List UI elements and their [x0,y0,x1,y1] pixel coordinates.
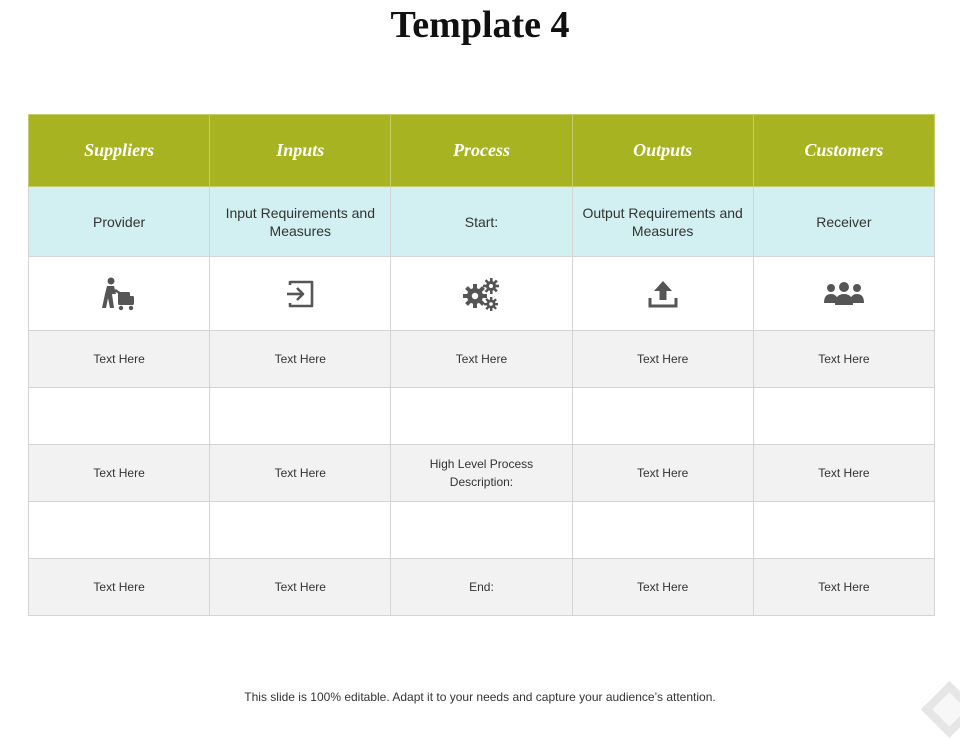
slide-title: Template 4 [390,4,570,46]
process-end-cell: End: [391,559,572,616]
header-row [29,115,935,187]
table-cell: Text Here [391,331,572,388]
header-customers: Customers [753,115,934,187]
table-cell [391,388,572,445]
table-cell: Text Here [29,331,210,388]
subheader-input-requirements: Input Requirements and Measures [210,187,391,257]
table-cell [29,388,210,445]
table-cell: Text Here [210,331,391,388]
icon-cell [572,257,753,331]
group-icon [823,276,865,312]
table-cell [210,502,391,559]
table-cell: Text Here [210,445,391,502]
worker-with-cart-icon [101,276,137,312]
table-cell [753,388,934,445]
header-process: Process [391,115,572,187]
table-row [29,331,935,388]
header-suppliers: Suppliers [29,115,210,187]
subheader-start: Start: [391,187,572,257]
table-cell [572,388,753,445]
icon-cell [29,257,210,331]
footer-note: This slide is 100% editable. Adapt it to your needs and capture your audience’s attention. [244,690,716,704]
table-cell: Text Here [753,445,934,502]
icon-cell [753,257,934,331]
subheader-row [29,187,935,257]
table-cell: Text Here [753,559,934,616]
table-row [29,445,935,502]
table-cell: Text Here [210,559,391,616]
corner-decoration [918,678,960,738]
table-cell: Text Here [29,445,210,502]
subheader-provider: Provider [29,187,210,257]
table-cell [29,502,210,559]
blank-row [29,388,935,445]
table-cell [391,502,572,559]
process-description-cell: High Level Process Description: [391,445,572,502]
table-cell: Text Here [572,559,753,616]
table-cell: Text Here [572,445,753,502]
subheader-output-requirements: Output Requirements and Measures [572,187,753,257]
subheader-receiver: Receiver [753,187,934,257]
table-cell [753,502,934,559]
icon-cell [210,257,391,331]
icon-row [29,257,935,331]
gears-icon [461,276,501,312]
header-inputs: Inputs [210,115,391,187]
upload-icon [645,276,681,312]
table-cell [572,502,753,559]
table-cell: Text Here [753,331,934,388]
header-outputs: Outputs [572,115,753,187]
sign-in-arrow-icon [282,276,318,312]
table-cell: Text Here [29,559,210,616]
table-row [29,559,935,616]
table-cell [210,388,391,445]
icon-cell [391,257,572,331]
sipoc-table [28,114,935,616]
table-cell: Text Here [572,331,753,388]
blank-row [29,502,935,559]
